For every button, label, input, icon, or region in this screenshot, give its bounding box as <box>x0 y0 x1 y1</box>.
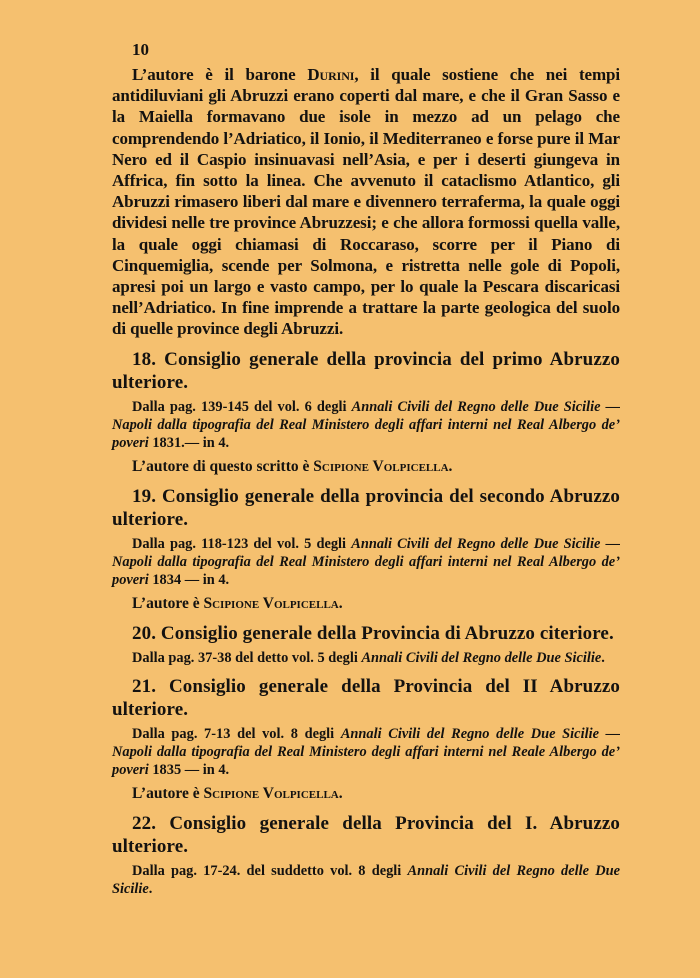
entry-reference <box>112 725 620 779</box>
note-text: L’autore è <box>132 594 204 612</box>
entry-reference <box>112 649 620 667</box>
entry-22 <box>112 812 620 898</box>
reference-text: Dalla pag. 17-24. del suddetto vol. 8 degli <box>132 862 408 879</box>
note-end: . <box>338 784 343 802</box>
note-end: . <box>338 594 343 612</box>
intro-text-body: , il quale sostiene che nei tempi antidiluviani gli Abruzzi erano coperti dal mare, e che il Gran Sasso e la Maiella formavano due isole in mezzo ad un pelago che comprendendo l’Adriatico, il Ionio, il Mediterraneo e forse pure il Mar Nero ed il Caspio insinuavasi nell’Asia, e per i deserti giungeva in Affrica, fin sotto la linea. Che avvenuto il cataclismo Atlantico, gli Abruzzi rimasero liberi dal mare e divennero terraferma, la quale oggi dividesi nelle tre province Abruzzesi; e che allora formossi quella valle, la quale oggi chiamasi di Roccaraso, scorre per il Piano di Cinquemiglia, scende per Solmona, e ristretta nelle gole di Popoli, apresi poi un largo e vasto campo, per lo quale la Pescara discaricasi nell’Adriatico. In fine imprende a trattare la parte geologica del suolo di quelle province degli Abruzzi. <box>112 65 620 339</box>
note-author: Scipione Volpicella <box>313 457 449 475</box>
entry-21 <box>112 675 620 804</box>
reference-date: 1835 — in 4. <box>148 761 230 778</box>
entry-reference <box>112 862 620 898</box>
reference-date: . <box>148 880 153 897</box>
entry-author-note <box>112 784 620 804</box>
note-text: L’autore di questo scritto è <box>132 457 314 475</box>
note-end: . <box>448 457 453 475</box>
entry-title: 19. Consiglio generale della provincia del secondo Abruzzo ulteriore. <box>112 485 620 530</box>
entry-20 <box>112 622 620 667</box>
reference-date: 1834 — in 4. <box>148 571 230 588</box>
reference-text: Dalla pag. 118-123 del vol. 5 degli <box>132 535 352 552</box>
entry-title: 21. Consiglio generale della Provincia del II Abruzzo ulteriore. <box>112 675 620 720</box>
entry-reference <box>112 535 620 589</box>
entry-reference <box>112 398 620 452</box>
entry-19 <box>112 485 620 614</box>
entry-title: 22. Consiglio generale della Provincia del I. Abruzzo ulteriore. <box>112 812 620 857</box>
intro-paragraph <box>112 64 620 340</box>
reference-source: Annali Civili del Regno delle Due Sicilie — Napoli dalla tipografia del Real Ministero degli affari interni nel Real Albergo de’ poveri <box>112 535 620 588</box>
note-author: Scipione Volpicella <box>203 784 339 802</box>
reference-source: Annali Civili del Regno delle Due Sicilie <box>112 862 620 897</box>
reference-source: Annali Civili del Regno delle Due Sicilie — Napoli dalla tipografia del Real Ministero degli affari interni nel Reale Albergo de’ poveri <box>112 725 620 778</box>
reference-date: . <box>601 649 605 666</box>
author-name: Durini <box>307 65 355 84</box>
intro-text-start: L’autore è il barone <box>132 65 308 84</box>
reference-source: Annali Civili del Regno delle Due Sicilie — Napoli dalla tipografia del Real Ministero degli affari interni nel Real Albergo de’ poveri <box>112 398 620 451</box>
entry-title: 20. Consiglio generale della Provincia di Abruzzo citeriore. <box>132 622 614 644</box>
reference-text: Dalla pag. 7-13 del vol. 8 degli <box>132 725 341 742</box>
reference-source: Annali Civili del Regno delle Due Sicilie <box>361 649 602 666</box>
note-author: Scipione Volpicella <box>203 594 339 612</box>
reference-text: Dalla pag. 139-145 del vol. 6 degli <box>132 398 352 415</box>
page-number: 10 <box>132 40 149 59</box>
reference-date: 1831.— in 4. <box>148 434 230 451</box>
document-page <box>112 40 620 898</box>
entry-18 <box>112 348 620 477</box>
reference-text: Dalla pag. 37-38 del detto vol. 5 degli <box>132 649 362 666</box>
entry-title: 18. Consiglio generale della provincia del primo Abruzzo ulteriore. <box>112 348 620 393</box>
entry-author-note <box>112 594 620 614</box>
note-text: L’autore è <box>132 784 204 802</box>
entry-author-note <box>112 457 620 477</box>
